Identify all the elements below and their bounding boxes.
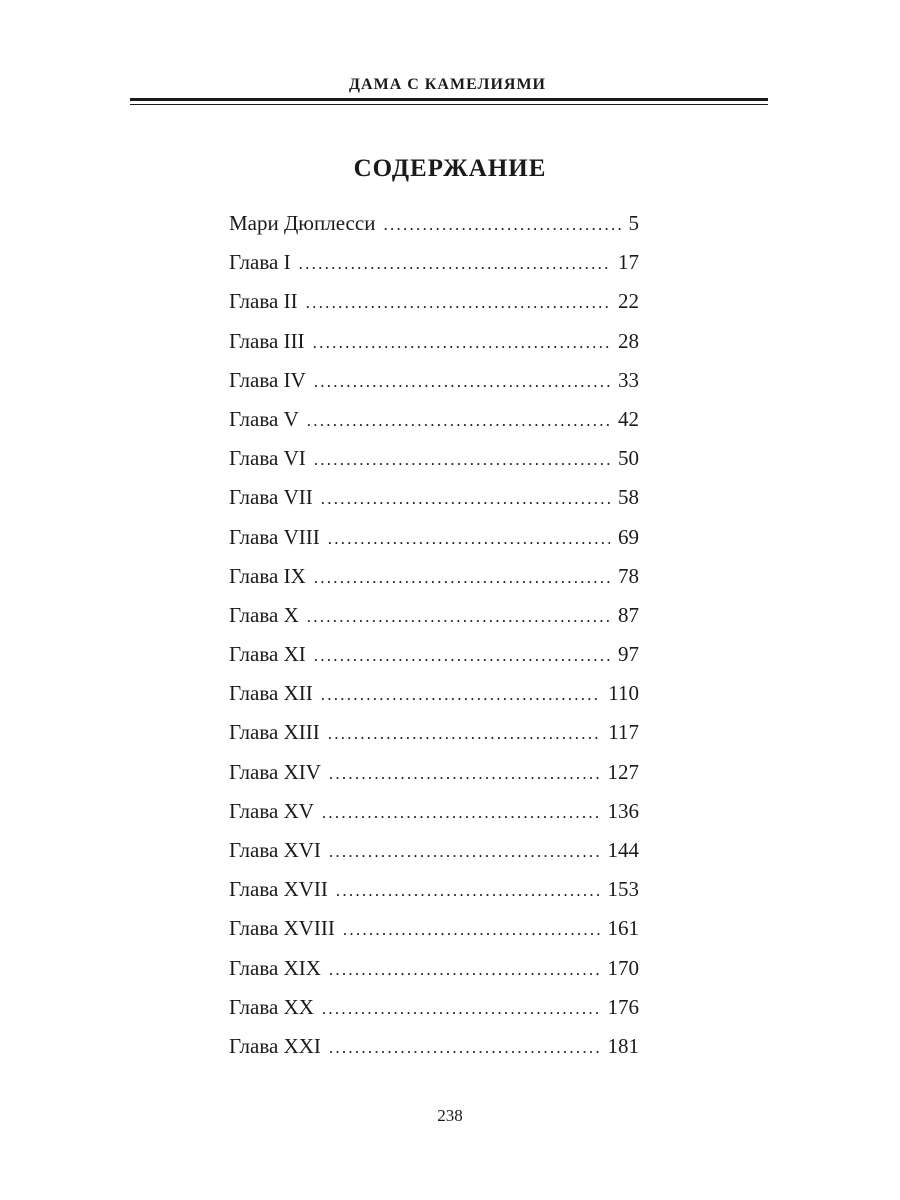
toc-entry-label: Глава XIV [229, 759, 321, 784]
toc-entry[interactable] [229, 681, 639, 720]
dot-leader [307, 411, 610, 431]
toc-entry[interactable] [229, 877, 639, 916]
dot-leader [313, 333, 610, 353]
running-head: ДАМА С КАМЕЛИЯМИ [349, 76, 546, 93]
toc-entry[interactable] [229, 446, 639, 485]
toc-entry-label: Глава XI [229, 642, 306, 667]
toc-entry-label: Глава II [229, 289, 298, 314]
dot-leader [307, 607, 610, 627]
toc-entry-page: 78 [618, 563, 639, 588]
header-rule-thick [130, 98, 768, 101]
toc-entry-page: 22 [618, 289, 639, 314]
toc-entry-page: 58 [618, 485, 639, 510]
dot-leader [328, 724, 601, 744]
page-number: 238 [437, 1106, 463, 1125]
dot-leader [314, 568, 610, 588]
toc-entry-page: 144 [607, 838, 639, 862]
toc-entry[interactable] [229, 995, 639, 1034]
toc-entry-label: Глава XVIII [229, 916, 335, 941]
toc-entry-label: Глава XX [229, 994, 314, 1019]
toc-entry-label: Глава X [229, 602, 299, 627]
toc-list [229, 211, 639, 1073]
dot-leader [306, 293, 610, 313]
toc-entry-page: 33 [618, 367, 639, 392]
dot-leader [314, 450, 610, 470]
toc-entry[interactable] [229, 289, 639, 328]
toc-entry[interactable] [229, 916, 639, 955]
toc-entry-label: Глава XIII [229, 720, 320, 745]
toc-entry-page: 127 [607, 759, 639, 784]
toc-entry[interactable] [229, 1034, 639, 1073]
toc-entry-page: 28 [618, 328, 639, 353]
toc-entry-page: 176 [607, 994, 639, 1019]
toc-entry-page: 170 [607, 955, 639, 980]
toc-entry-label: Глава VII [229, 485, 313, 510]
toc-entry[interactable] [229, 603, 639, 642]
toc-entry-label: Глава XII [229, 681, 313, 706]
toc-entry[interactable] [229, 838, 639, 877]
dot-leader [322, 803, 600, 823]
toc-entry-page: 181 [607, 1033, 639, 1058]
dot-leader [328, 529, 610, 549]
toc-entry[interactable] [229, 564, 639, 603]
dot-leader [336, 881, 600, 901]
toc-entry[interactable] [229, 760, 639, 799]
toc-entry-label: Глава III [229, 328, 305, 353]
toc-entry[interactable] [229, 407, 639, 446]
header-rule-thin [130, 104, 768, 105]
dot-leader [314, 372, 610, 392]
toc-entry-label: Глава XXI [229, 1033, 321, 1058]
toc-entry[interactable] [229, 642, 639, 681]
toc-entry-page: 17 [618, 250, 639, 275]
toc-entry-label: Глава XV [229, 798, 314, 823]
toc-entry-label: Глава XIX [229, 955, 321, 980]
toc-entry[interactable] [229, 956, 639, 995]
dot-leader [322, 999, 600, 1019]
dot-leader [299, 254, 610, 274]
dot-leader [383, 215, 620, 235]
toc-entry-label: Глава I [229, 250, 291, 275]
toc-entry[interactable] [229, 211, 639, 250]
toc-entry[interactable] [229, 250, 639, 289]
toc-entry[interactable] [229, 525, 639, 564]
dot-leader [329, 842, 600, 862]
toc-entry-label: Глава VI [229, 446, 306, 471]
dot-leader [343, 920, 600, 940]
dot-leader [321, 489, 610, 509]
toc-entry-page: 50 [618, 446, 639, 471]
toc-entry-label: Глава VIII [229, 524, 320, 549]
dot-leader [329, 960, 600, 980]
toc-entry[interactable] [229, 329, 639, 368]
toc-entry[interactable] [229, 368, 639, 407]
toc-entry-page: 153 [607, 877, 639, 902]
toc-entry[interactable] [229, 485, 639, 524]
toc-entry-page: 87 [618, 602, 639, 627]
toc-entry-page: 161 [607, 916, 639, 941]
toc-entry-page: 97 [618, 642, 639, 667]
dot-leader [314, 646, 610, 666]
toc-entry-page: 110 [608, 681, 639, 706]
toc-entry-page: 117 [608, 720, 639, 745]
toc-entry-label: Глава V [229, 406, 299, 431]
dot-leader [329, 764, 600, 784]
toc-entry-label: Мари Дюплесси [229, 211, 376, 235]
toc-entry-label: Глава IV [229, 367, 306, 392]
toc-entry-label: Глава XVI [229, 838, 321, 862]
toc-entry[interactable] [229, 799, 639, 838]
toc-entry-label: Глава IX [229, 563, 306, 588]
toc-entry-page: 136 [607, 798, 639, 823]
toc-entry-page: 5 [628, 211, 639, 235]
toc-entry-page: 69 [618, 524, 639, 549]
dot-leader [321, 685, 601, 705]
toc-entry-label: Глава XVII [229, 877, 328, 902]
toc-title: СОДЕРЖАНИЕ [353, 155, 547, 182]
toc-entry[interactable] [229, 720, 639, 759]
toc-entry-page: 42 [618, 406, 639, 431]
dot-leader [329, 1038, 600, 1058]
